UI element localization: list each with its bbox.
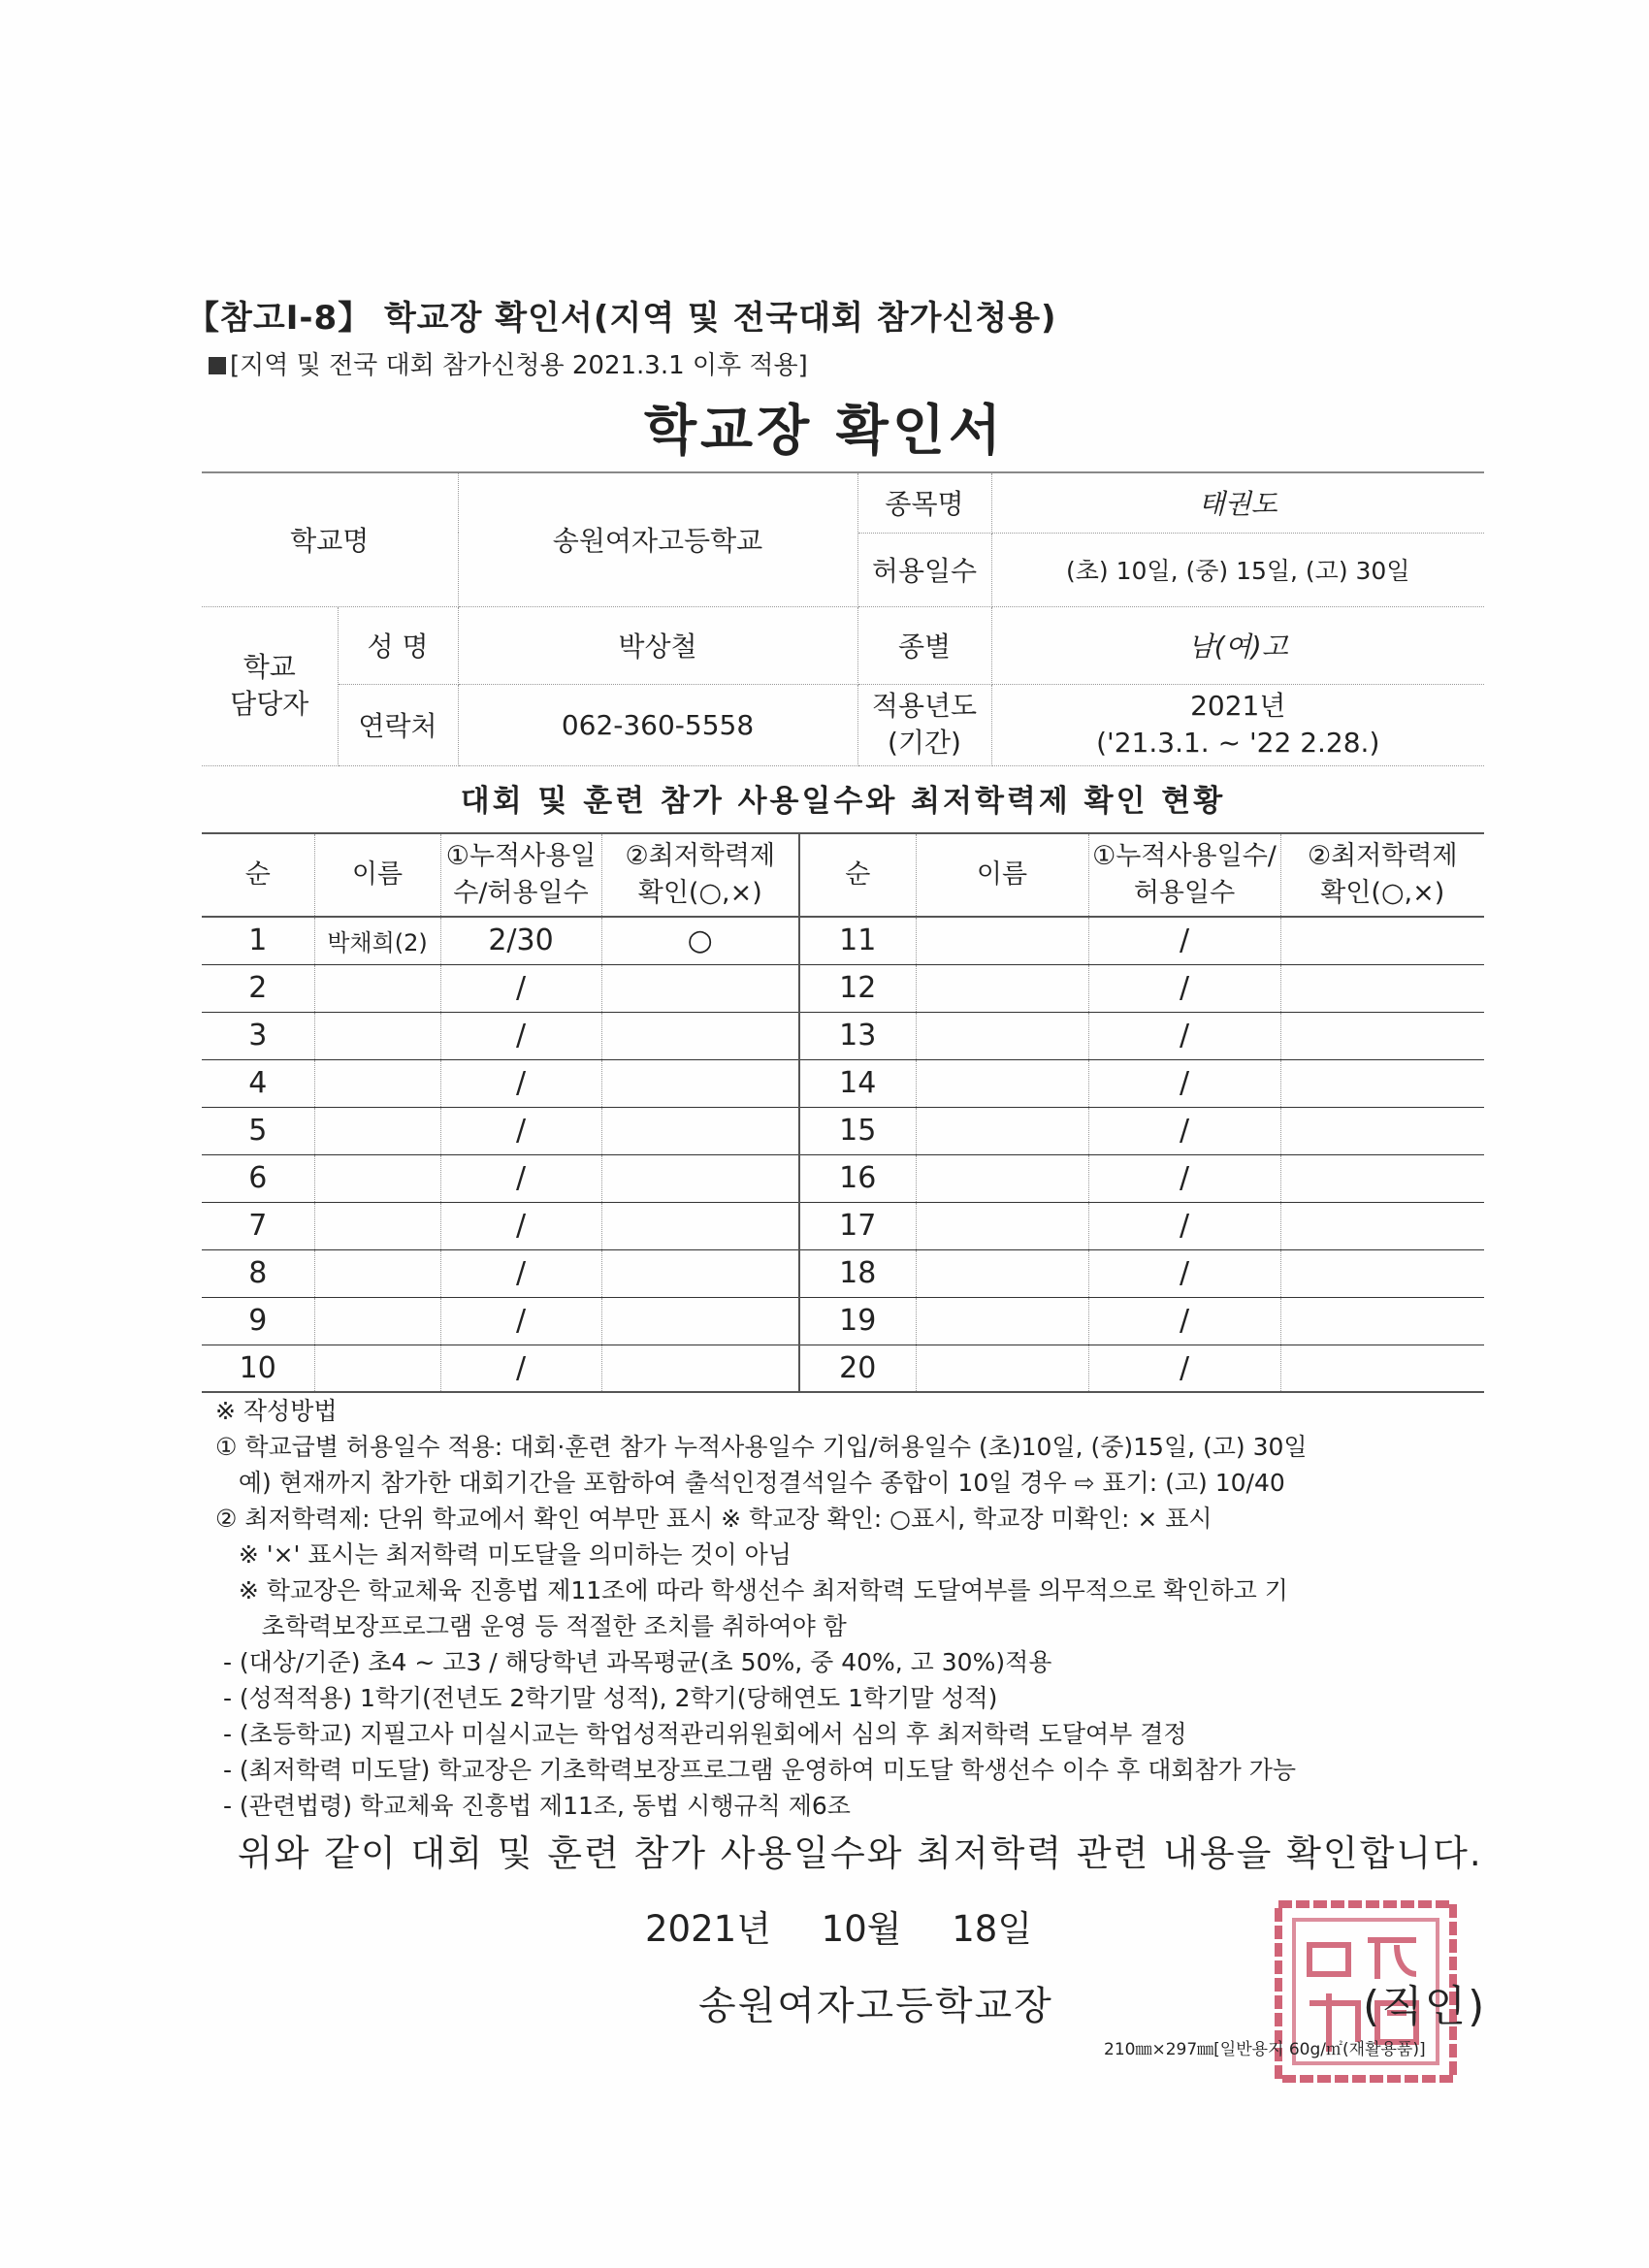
row-days-2: /: [1088, 1249, 1280, 1297]
row-name-2: [916, 964, 1088, 1012]
row-check: [601, 1012, 799, 1059]
row-days-2: /: [1088, 1107, 1280, 1154]
manager-label: 학교 담당자: [202, 606, 338, 765]
allowed-days-label: 허용일수: [857, 533, 991, 606]
row-check: [601, 1202, 799, 1249]
table-row: [202, 1154, 1484, 1202]
row-name-2: [916, 1059, 1088, 1107]
row-days: /: [440, 1202, 601, 1249]
row-name: 박채희(2): [314, 917, 440, 964]
reference-subtitle: [209, 345, 808, 381]
contact-value: 062-360-5558: [458, 684, 857, 765]
table-row: [202, 917, 1484, 964]
note-line: ① 학교급별 허용일수 적용: 대회·훈련 참가 누적사용일수 기입/허용일수 (초)10일, (중)15일, (고) 30일: [215, 1433, 1308, 1461]
row-days-2: /: [1088, 917, 1280, 964]
date: [645, 1899, 1032, 1952]
reference-title: 【참고Ⅰ-8】 학교장 확인서(지역 및 전국대회 참가신청용): [186, 299, 1057, 338]
row-check-2: [1280, 1249, 1484, 1297]
row-days-2: /: [1088, 1202, 1280, 1249]
note-line: - (대상/기준) 초4 ~ 고3 / 해당학년 과목평균(초 50%, 중 40%, 고 30%)적용: [215, 1648, 1052, 1676]
row-name: [314, 1249, 440, 1297]
reference-subtitle-text: [지역 및 전국 대회 참가신청용 2021.3.1 이후 적용]: [230, 351, 808, 380]
row-no-2: 12: [799, 964, 916, 1012]
note-line: - (성적적용) 1학기(전년도 2학기말 성적), 2학기(당해연도 1학기말 성적): [215, 1684, 998, 1712]
row-no-2: 13: [799, 1012, 916, 1059]
row-no-2: 16: [799, 1154, 916, 1202]
row-no: 4: [202, 1059, 314, 1107]
note-line: 예) 현재까지 참가한 대회기간을 포함하여 출석인정결석일수 종합이 10일 경우 ⇨ 표기: (고) 10/40: [215, 1469, 1285, 1497]
row-days: /: [440, 964, 601, 1012]
row-no: 10: [202, 1345, 314, 1392]
row-check-2: [1280, 964, 1484, 1012]
year-value: 2021년: [1190, 690, 1286, 722]
row-days: /: [440, 1107, 601, 1154]
row-days-2: /: [1088, 1154, 1280, 1202]
row-no-2: 19: [799, 1297, 916, 1345]
note-line: - (초등학교) 지필고사 미실시교는 학업성적관리위원회에서 심의 후 최저학력 도달여부 결정: [215, 1720, 1187, 1748]
row-name-2: [916, 1249, 1088, 1297]
row-check: [601, 964, 799, 1012]
row-no: 5: [202, 1107, 314, 1154]
info-table: [202, 471, 1484, 766]
row-no-2: 20: [799, 1345, 916, 1392]
type-label: 종별: [857, 606, 991, 684]
year-value-cell: [991, 684, 1484, 765]
row-name: [314, 1297, 440, 1345]
row-no-2: 18: [799, 1249, 916, 1297]
note-line: ※ 학교장은 학교체육 진흥법 제11조에 따라 학생선수 최저학력 도달여부를 의무적으로 확인하고 기: [215, 1576, 1288, 1604]
table-row: [202, 964, 1484, 1012]
row-days-2: /: [1088, 964, 1280, 1012]
row-check: ○: [601, 917, 799, 964]
table-header-row: [202, 833, 1484, 917]
table-row: [202, 1059, 1484, 1107]
sport-value: 태권도: [991, 472, 1484, 533]
header-no: 순: [202, 833, 314, 917]
name-value: 박상철: [458, 606, 857, 684]
year-label: 적용년도 (기간): [857, 684, 991, 765]
row-name-2: [916, 1012, 1088, 1059]
row-days-2: /: [1088, 1297, 1280, 1345]
table-row: [202, 1012, 1484, 1059]
row-days: /: [440, 1154, 601, 1202]
row-check: [601, 1059, 799, 1107]
row-check: [601, 1345, 799, 1392]
row-days: /: [440, 1297, 601, 1345]
row-name: [314, 1202, 440, 1249]
row-check: [601, 1107, 799, 1154]
row-no: 8: [202, 1249, 314, 1297]
square-bullet-icon: [209, 357, 226, 374]
row-no: 1: [202, 917, 314, 964]
date-day: 18일: [952, 1908, 1033, 1950]
table-row: [202, 1107, 1484, 1154]
row-name: [314, 964, 440, 1012]
row-no: 2: [202, 964, 314, 1012]
row-name: [314, 1154, 440, 1202]
row-check-2: [1280, 1154, 1484, 1202]
table-row: [202, 1297, 1484, 1345]
note-line: ② 최저학력제: 단위 학교에서 확인 여부만 표시 ※ 학교장 확인: ○표시, 학교장 미확인: × 표시: [215, 1505, 1212, 1533]
row-no-2: 14: [799, 1059, 916, 1107]
note-line: 초학력보장프로그램 운영 등 적절한 조치를 취하여야 함: [215, 1612, 847, 1640]
row-no: 7: [202, 1202, 314, 1249]
row-days-2: /: [1088, 1345, 1280, 1392]
row-days: 2/30: [440, 917, 601, 964]
usage-table: [202, 832, 1484, 1393]
page-title: 학교장 확인서: [643, 400, 1006, 463]
row-no: 9: [202, 1297, 314, 1345]
row-name: [314, 1059, 440, 1107]
row-check: [601, 1249, 799, 1297]
row-name: [314, 1107, 440, 1154]
note-line: ※ '×' 표시는 최저학력 미도달을 의미하는 것이 아님: [215, 1540, 792, 1569]
row-name-2: [916, 917, 1088, 964]
allowed-days-value: (초) 10일, (중) 15일, (고) 30일: [991, 533, 1484, 606]
name-label: 성 명: [338, 606, 458, 684]
row-no: 3: [202, 1012, 314, 1059]
section-title: 대회 및 훈련 참가 사용일수와 최저학력제 확인 현황: [460, 784, 1226, 819]
row-name-2: [916, 1107, 1088, 1154]
header-days: ①누적사용일 수/허용일수: [440, 833, 601, 917]
row-name: [314, 1012, 440, 1059]
row-days: /: [440, 1345, 601, 1392]
principal-name: 송원여자고등학교장: [698, 1984, 1053, 2028]
row-name-2: [916, 1154, 1088, 1202]
row-days-2: /: [1088, 1059, 1280, 1107]
paper-spec: 210㎜×297㎜[일반용지 60g/㎡(재활용품)]: [1104, 2040, 1426, 2059]
row-name: [314, 1345, 440, 1392]
row-check-2: [1280, 917, 1484, 964]
row-no: 6: [202, 1154, 314, 1202]
school-label: 학교명: [202, 472, 458, 606]
row-no-2: 17: [799, 1202, 916, 1249]
header-days-2: ①누적사용일수/ 허용일수: [1088, 833, 1280, 917]
row-name-2: [916, 1202, 1088, 1249]
note-line: ※ 작성방법: [215, 1397, 338, 1425]
table-row: [202, 1345, 1484, 1392]
row-check-2: [1280, 1202, 1484, 1249]
header-name-2: 이름: [916, 833, 1088, 917]
note-line: - (최저학력 미도달) 학교장은 기초학력보장프로그램 운영하여 미도달 학생선수 이수 후 대회참가 가능: [215, 1756, 1297, 1784]
school-value: 송원여자고등학교: [458, 472, 857, 606]
row-check-2: [1280, 1297, 1484, 1345]
row-check-2: [1280, 1107, 1484, 1154]
row-days: /: [440, 1249, 601, 1297]
row-days-2: /: [1088, 1012, 1280, 1059]
header-check: ②최저학력제 확인(○,×): [601, 833, 799, 917]
seal-label: (직인): [1363, 1982, 1487, 2031]
period-value: ('21.3.1. ~ '22 2.28.): [1096, 727, 1380, 759]
row-no-2: 11: [799, 917, 916, 964]
row-days: /: [440, 1012, 601, 1059]
table-row: [202, 1202, 1484, 1249]
row-days: /: [440, 1059, 601, 1107]
row-no-2: 15: [799, 1107, 916, 1154]
contact-label: 연락처: [338, 684, 458, 765]
header-no-2: 순: [799, 833, 916, 917]
confirm-statement: 위와 같이 대회 및 훈련 참가 사용일수와 최저학력 관련 내용을 확인합니다.: [238, 1832, 1483, 1874]
sport-label: 종목명: [857, 472, 991, 533]
note-line: - (관련법령) 학교체육 진흥법 제11조, 동법 시행규칙 제6조: [215, 1792, 851, 1820]
row-name-2: [916, 1297, 1088, 1345]
notes: [215, 1393, 1496, 1824]
row-check-2: [1280, 1059, 1484, 1107]
row-check-2: [1280, 1345, 1484, 1392]
row-name-2: [916, 1345, 1088, 1392]
date-year: 2021년: [645, 1908, 771, 1950]
row-check-2: [1280, 1012, 1484, 1059]
header-check-2: ②최저학력제 확인(○,×): [1280, 833, 1484, 917]
date-month: 10월: [821, 1908, 902, 1950]
header-name: 이름: [314, 833, 440, 917]
table-row: [202, 1249, 1484, 1297]
row-check: [601, 1154, 799, 1202]
type-value: 남(여)고: [991, 606, 1484, 684]
row-check: [601, 1297, 799, 1345]
